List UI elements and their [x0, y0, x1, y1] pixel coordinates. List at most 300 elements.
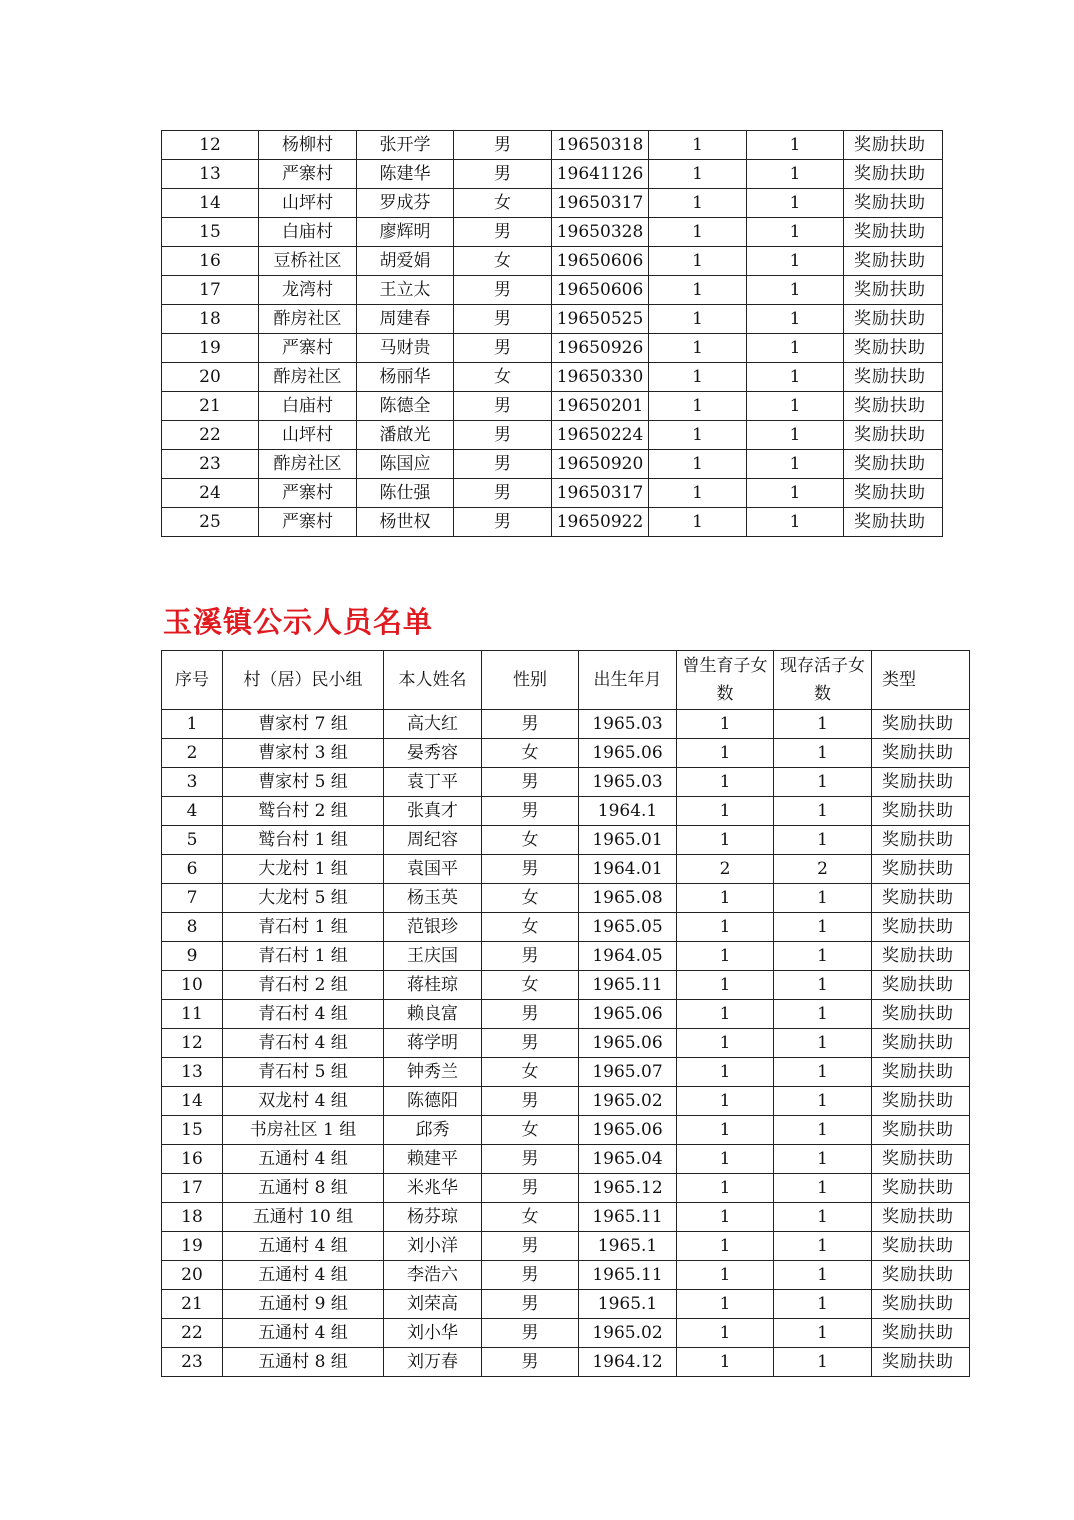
cell-birth: 1965.11 [579, 1203, 677, 1232]
cell-gender: 男 [454, 479, 552, 508]
cell-gender: 女 [482, 739, 579, 768]
cell-children-born: 1 [677, 884, 774, 913]
cell-children-born: 1 [649, 247, 747, 276]
table2-body [162, 710, 970, 1377]
cell-village: 双龙村 4 组 [223, 1087, 384, 1116]
cell-name: 杨世权 [357, 508, 454, 537]
cell-children-born: 2 [677, 855, 774, 884]
cell-children-living: 1 [774, 1203, 872, 1232]
cell-name: 陈仕强 [357, 479, 454, 508]
table1-body [162, 131, 943, 537]
table-row [162, 421, 943, 450]
cell-village: 白庙村 [259, 218, 357, 247]
cell-birth: 1964.01 [579, 855, 677, 884]
cell-type: 奖励扶助 [872, 1029, 970, 1058]
cell-gender: 男 [482, 1029, 579, 1058]
cell-serial: 12 [162, 1029, 223, 1058]
cell-children-born: 1 [649, 305, 747, 334]
cell-serial: 16 [162, 247, 259, 276]
cell-children-born: 1 [649, 450, 747, 479]
cell-name: 张开学 [357, 131, 454, 160]
cell-village: 青石村 4 组 [223, 1029, 384, 1058]
cell-children-living: 1 [774, 1087, 872, 1116]
cell-type: 奖励扶助 [844, 363, 943, 392]
cell-name: 赖建平 [384, 1145, 482, 1174]
cell-serial: 21 [162, 392, 259, 421]
cell-type: 奖励扶助 [872, 855, 970, 884]
cell-birth: 1965.11 [579, 971, 677, 1000]
header-children-living: 现存活子女数 [774, 651, 872, 710]
cell-serial: 15 [162, 1116, 223, 1145]
cell-name: 陈国应 [357, 450, 454, 479]
cell-village: 曹家村 7 组 [223, 710, 384, 739]
cell-type: 奖励扶助 [872, 884, 970, 913]
cell-gender: 女 [482, 1116, 579, 1145]
cell-type: 奖励扶助 [872, 1087, 970, 1116]
cell-name: 胡爱娟 [357, 247, 454, 276]
cell-name: 周建春 [357, 305, 454, 334]
table-row [162, 1174, 970, 1203]
cell-children-born: 1 [677, 1116, 774, 1145]
cell-serial: 18 [162, 1203, 223, 1232]
cell-birth: 1965.01 [579, 826, 677, 855]
cell-gender: 女 [482, 884, 579, 913]
table-row [162, 363, 943, 392]
cell-gender: 男 [482, 942, 579, 971]
cell-type: 奖励扶助 [872, 739, 970, 768]
cell-village: 五通村 4 组 [223, 1145, 384, 1174]
cell-name: 周纪容 [384, 826, 482, 855]
cell-children-living: 1 [774, 1290, 872, 1319]
cell-name: 晏秀容 [384, 739, 482, 768]
cell-village: 五通村 10 组 [223, 1203, 384, 1232]
cell-name: 张真才 [384, 797, 482, 826]
cell-birth: 1965.02 [579, 1319, 677, 1348]
cell-serial: 5 [162, 826, 223, 855]
cell-serial: 22 [162, 421, 259, 450]
cell-children-born: 1 [677, 913, 774, 942]
cell-type: 奖励扶助 [872, 1203, 970, 1232]
cell-name: 杨玉英 [384, 884, 482, 913]
cell-children-born: 1 [677, 1203, 774, 1232]
cell-birth: 1965.03 [579, 710, 677, 739]
cell-village: 龙湾村 [259, 276, 357, 305]
cell-type: 奖励扶助 [872, 1319, 970, 1348]
cell-serial: 14 [162, 189, 259, 218]
cell-children-born: 1 [677, 710, 774, 739]
cell-type: 奖励扶助 [844, 131, 943, 160]
cell-type: 奖励扶助 [872, 1174, 970, 1203]
cell-children-born: 1 [677, 1145, 774, 1174]
cell-type: 奖励扶助 [872, 1058, 970, 1087]
cell-serial: 21 [162, 1290, 223, 1319]
cell-gender: 女 [454, 189, 552, 218]
cell-name: 范银珍 [384, 913, 482, 942]
table-row [162, 1116, 970, 1145]
cell-gender: 女 [482, 826, 579, 855]
cell-children-living: 1 [774, 739, 872, 768]
cell-gender: 男 [482, 1174, 579, 1203]
cell-type: 奖励扶助 [872, 1348, 970, 1377]
cell-village: 鹫台村 2 组 [223, 797, 384, 826]
cell-name: 杨芬琼 [384, 1203, 482, 1232]
cell-village: 酢房社区 [259, 363, 357, 392]
cell-children-living: 1 [774, 1232, 872, 1261]
cell-serial: 23 [162, 1348, 223, 1377]
cell-gender: 男 [454, 334, 552, 363]
cell-birth: 1965.11 [579, 1261, 677, 1290]
cell-village: 青石村 1 组 [223, 942, 384, 971]
cell-gender: 男 [482, 1290, 579, 1319]
cell-birth: 19641126 [552, 160, 649, 189]
table-row [162, 189, 943, 218]
cell-name: 刘小洋 [384, 1232, 482, 1261]
cell-type: 奖励扶助 [872, 797, 970, 826]
cell-children-born: 1 [677, 1232, 774, 1261]
cell-children-living: 1 [774, 942, 872, 971]
cell-village: 五通村 4 组 [223, 1261, 384, 1290]
cell-children-born: 1 [649, 421, 747, 450]
cell-birth: 19650606 [552, 247, 649, 276]
table-row [162, 768, 970, 797]
cell-children-born: 1 [677, 1261, 774, 1290]
cell-children-living: 1 [747, 189, 844, 218]
cell-serial: 2 [162, 739, 223, 768]
cell-name: 赖良富 [384, 1000, 482, 1029]
cell-village: 酢房社区 [259, 305, 357, 334]
cell-children-living: 1 [747, 247, 844, 276]
cell-birth: 1965.04 [579, 1145, 677, 1174]
cell-serial: 4 [162, 797, 223, 826]
cell-village: 书房社区 1 组 [223, 1116, 384, 1145]
cell-name: 李浩六 [384, 1261, 482, 1290]
cell-gender: 男 [482, 710, 579, 739]
cell-village: 豆桥社区 [259, 247, 357, 276]
cell-children-born: 1 [677, 797, 774, 826]
cell-children-born: 1 [677, 1348, 774, 1377]
cell-village: 杨柳村 [259, 131, 357, 160]
table-row [162, 1232, 970, 1261]
cell-type: 奖励扶助 [844, 189, 943, 218]
table-row [162, 508, 943, 537]
cell-birth: 1965.06 [579, 1029, 677, 1058]
cell-village: 五通村 4 组 [223, 1232, 384, 1261]
cell-children-living: 1 [774, 884, 872, 913]
cell-name: 邱秀 [384, 1116, 482, 1145]
table-row [162, 826, 970, 855]
cell-birth: 19650224 [552, 421, 649, 450]
cell-village: 五通村 8 组 [223, 1348, 384, 1377]
cell-children-living: 1 [774, 913, 872, 942]
table-row [162, 710, 970, 739]
table-row [162, 479, 943, 508]
cell-type: 奖励扶助 [872, 1290, 970, 1319]
table-row [162, 1087, 970, 1116]
cell-type: 奖励扶助 [844, 334, 943, 363]
cell-name: 王立太 [357, 276, 454, 305]
cell-serial: 24 [162, 479, 259, 508]
cell-children-living: 1 [747, 276, 844, 305]
cell-village: 五通村 8 组 [223, 1174, 384, 1203]
table-row [162, 855, 970, 884]
cell-birth: 1965.06 [579, 1000, 677, 1029]
table-row [162, 1203, 970, 1232]
table-row [162, 131, 943, 160]
cell-name: 陈建华 [357, 160, 454, 189]
cell-serial: 18 [162, 305, 259, 334]
cell-name: 刘万春 [384, 1348, 482, 1377]
cell-children-living: 1 [747, 392, 844, 421]
cell-type: 奖励扶助 [872, 710, 970, 739]
cell-children-born: 1 [677, 1174, 774, 1203]
cell-children-born: 1 [649, 363, 747, 392]
cell-birth: 19650330 [552, 363, 649, 392]
cell-birth: 1965.06 [579, 1116, 677, 1145]
header-birth-date: 出生年月 [579, 651, 677, 710]
table-row [162, 1261, 970, 1290]
cell-serial: 6 [162, 855, 223, 884]
cell-birth: 1965.06 [579, 739, 677, 768]
cell-children-living: 1 [747, 160, 844, 189]
cell-name: 袁丁平 [384, 768, 482, 797]
cell-birth: 1965.1 [579, 1290, 677, 1319]
cell-type: 奖励扶助 [844, 160, 943, 189]
cell-birth: 19650318 [552, 131, 649, 160]
cell-birth: 19650328 [552, 218, 649, 247]
cell-children-born: 1 [649, 189, 747, 218]
cell-gender: 男 [454, 450, 552, 479]
table-row [162, 218, 943, 247]
cell-village: 青石村 2 组 [223, 971, 384, 1000]
cell-village: 严寨村 [259, 508, 357, 537]
table-row [162, 334, 943, 363]
cell-village: 鹫台村 1 组 [223, 826, 384, 855]
cell-birth: 19650926 [552, 334, 649, 363]
cell-gender: 女 [482, 1203, 579, 1232]
cell-children-living: 2 [774, 855, 872, 884]
cell-serial: 7 [162, 884, 223, 913]
cell-village: 五通村 9 组 [223, 1290, 384, 1319]
table-row [162, 1000, 970, 1029]
cell-type: 奖励扶助 [844, 421, 943, 450]
cell-serial: 17 [162, 1174, 223, 1203]
cell-name: 高大红 [384, 710, 482, 739]
cell-children-born: 1 [677, 1290, 774, 1319]
cell-children-living: 1 [774, 1348, 872, 1377]
cell-village: 青石村 4 组 [223, 1000, 384, 1029]
cell-village: 曹家村 3 组 [223, 739, 384, 768]
cell-birth: 1965.1 [579, 1232, 677, 1261]
cell-village: 曹家村 5 组 [223, 768, 384, 797]
header-serial: 序号 [162, 651, 223, 710]
cell-village: 山坪村 [259, 421, 357, 450]
table-row [162, 942, 970, 971]
cell-gender: 男 [482, 1319, 579, 1348]
cell-children-living: 1 [774, 1000, 872, 1029]
cell-children-living: 1 [774, 797, 872, 826]
header-children-born: 曾生育子女数 [677, 651, 774, 710]
cell-children-born: 1 [677, 942, 774, 971]
cell-children-born: 1 [677, 739, 774, 768]
cell-children-born: 1 [677, 1087, 774, 1116]
cell-children-born: 1 [649, 392, 747, 421]
cell-type: 奖励扶助 [844, 305, 943, 334]
cell-village: 大龙村 1 组 [223, 855, 384, 884]
cell-gender: 男 [482, 1087, 579, 1116]
cell-gender: 女 [454, 247, 552, 276]
cell-children-born: 1 [677, 971, 774, 1000]
cell-birth: 19650920 [552, 450, 649, 479]
cell-type: 奖励扶助 [872, 826, 970, 855]
cell-children-born: 1 [677, 1000, 774, 1029]
cell-children-born: 1 [649, 131, 747, 160]
recipients-table-continued [161, 130, 943, 537]
cell-children-living: 1 [774, 1145, 872, 1174]
table-row [162, 392, 943, 421]
cell-birth: 1965.08 [579, 884, 677, 913]
table2-header [162, 651, 970, 710]
cell-gender: 女 [454, 363, 552, 392]
header-gender: 性别 [482, 651, 579, 710]
cell-gender: 男 [454, 131, 552, 160]
cell-gender: 女 [482, 971, 579, 1000]
cell-village: 严寨村 [259, 334, 357, 363]
section-title: 玉溪镇公示人员名单 [163, 605, 434, 639]
cell-birth: 19650317 [552, 189, 649, 218]
cell-gender: 男 [482, 768, 579, 797]
cell-type: 奖励扶助 [872, 1261, 970, 1290]
cell-name: 钟秀兰 [384, 1058, 482, 1087]
cell-children-living: 1 [774, 1116, 872, 1145]
cell-village: 酢房社区 [259, 450, 357, 479]
cell-birth: 19650525 [552, 305, 649, 334]
cell-gender: 男 [454, 305, 552, 334]
cell-village: 大龙村 5 组 [223, 884, 384, 913]
cell-name: 马财贵 [357, 334, 454, 363]
cell-children-born: 1 [649, 160, 747, 189]
cell-type: 奖励扶助 [844, 218, 943, 247]
cell-gender: 男 [482, 1261, 579, 1290]
cell-children-born: 1 [677, 826, 774, 855]
cell-serial: 20 [162, 1261, 223, 1290]
cell-birth: 1965.02 [579, 1087, 677, 1116]
cell-serial: 11 [162, 1000, 223, 1029]
cell-name: 米兆华 [384, 1174, 482, 1203]
cell-serial: 8 [162, 913, 223, 942]
cell-serial: 9 [162, 942, 223, 971]
cell-name: 蒋桂琼 [384, 971, 482, 1000]
cell-name: 潘啟光 [357, 421, 454, 450]
cell-children-living: 1 [747, 334, 844, 363]
header-village-group: 村（居）民小组 [223, 651, 384, 710]
table-row [162, 971, 970, 1000]
table-row [162, 450, 943, 479]
cell-birth: 1964.05 [579, 942, 677, 971]
cell-children-living: 1 [774, 826, 872, 855]
cell-birth: 1965.07 [579, 1058, 677, 1087]
cell-children-living: 1 [774, 1029, 872, 1058]
cell-type: 奖励扶助 [872, 1116, 970, 1145]
cell-gender: 男 [454, 421, 552, 450]
table-row [162, 1058, 970, 1087]
cell-serial: 3 [162, 768, 223, 797]
cell-birth: 1965.12 [579, 1174, 677, 1203]
cell-serial: 19 [162, 334, 259, 363]
cell-village: 青石村 1 组 [223, 913, 384, 942]
cell-name: 杨丽华 [357, 363, 454, 392]
cell-children-living: 1 [747, 363, 844, 392]
cell-children-born: 1 [677, 1319, 774, 1348]
cell-serial: 19 [162, 1232, 223, 1261]
cell-birth: 19650922 [552, 508, 649, 537]
cell-gender: 男 [454, 218, 552, 247]
cell-serial: 1 [162, 710, 223, 739]
cell-name: 刘小华 [384, 1319, 482, 1348]
table-row [162, 160, 943, 189]
cell-type: 奖励扶助 [872, 768, 970, 797]
cell-gender: 男 [454, 276, 552, 305]
cell-gender: 男 [482, 1000, 579, 1029]
cell-children-born: 1 [649, 218, 747, 247]
cell-children-living: 1 [747, 218, 844, 247]
cell-name: 刘荣高 [384, 1290, 482, 1319]
cell-serial: 23 [162, 450, 259, 479]
cell-children-living: 1 [747, 131, 844, 160]
cell-birth: 19650606 [552, 276, 649, 305]
cell-birth: 1965.05 [579, 913, 677, 942]
cell-gender: 女 [482, 1058, 579, 1087]
cell-children-born: 1 [649, 334, 747, 363]
table-row [162, 797, 970, 826]
cell-gender: 男 [454, 160, 552, 189]
cell-serial: 13 [162, 1058, 223, 1087]
cell-children-born: 1 [677, 1029, 774, 1058]
cell-village: 山坪村 [259, 189, 357, 218]
cell-type: 奖励扶助 [844, 276, 943, 305]
cell-village: 白庙村 [259, 392, 357, 421]
cell-birth: 1964.12 [579, 1348, 677, 1377]
cell-name: 陈德阳 [384, 1087, 482, 1116]
cell-type: 奖励扶助 [872, 942, 970, 971]
cell-type: 奖励扶助 [872, 1232, 970, 1261]
cell-name: 蒋学明 [384, 1029, 482, 1058]
cell-children-born: 1 [649, 276, 747, 305]
header-row [162, 651, 970, 710]
cell-village: 严寨村 [259, 479, 357, 508]
cell-serial: 17 [162, 276, 259, 305]
cell-children-living: 1 [747, 305, 844, 334]
cell-gender: 男 [454, 392, 552, 421]
cell-gender: 女 [482, 913, 579, 942]
cell-serial: 15 [162, 218, 259, 247]
cell-serial: 13 [162, 160, 259, 189]
cell-serial: 20 [162, 363, 259, 392]
cell-village: 严寨村 [259, 160, 357, 189]
cell-name: 袁国平 [384, 855, 482, 884]
cell-children-born: 1 [649, 508, 747, 537]
cell-gender: 男 [482, 1232, 579, 1261]
cell-serial: 25 [162, 508, 259, 537]
cell-serial: 14 [162, 1087, 223, 1116]
table-row [162, 1029, 970, 1058]
cell-gender: 男 [482, 1145, 579, 1174]
table-row [162, 1348, 970, 1377]
cell-children-living: 1 [747, 508, 844, 537]
cell-gender: 男 [482, 1348, 579, 1377]
table-row [162, 276, 943, 305]
cell-serial: 16 [162, 1145, 223, 1174]
cell-gender: 男 [482, 797, 579, 826]
